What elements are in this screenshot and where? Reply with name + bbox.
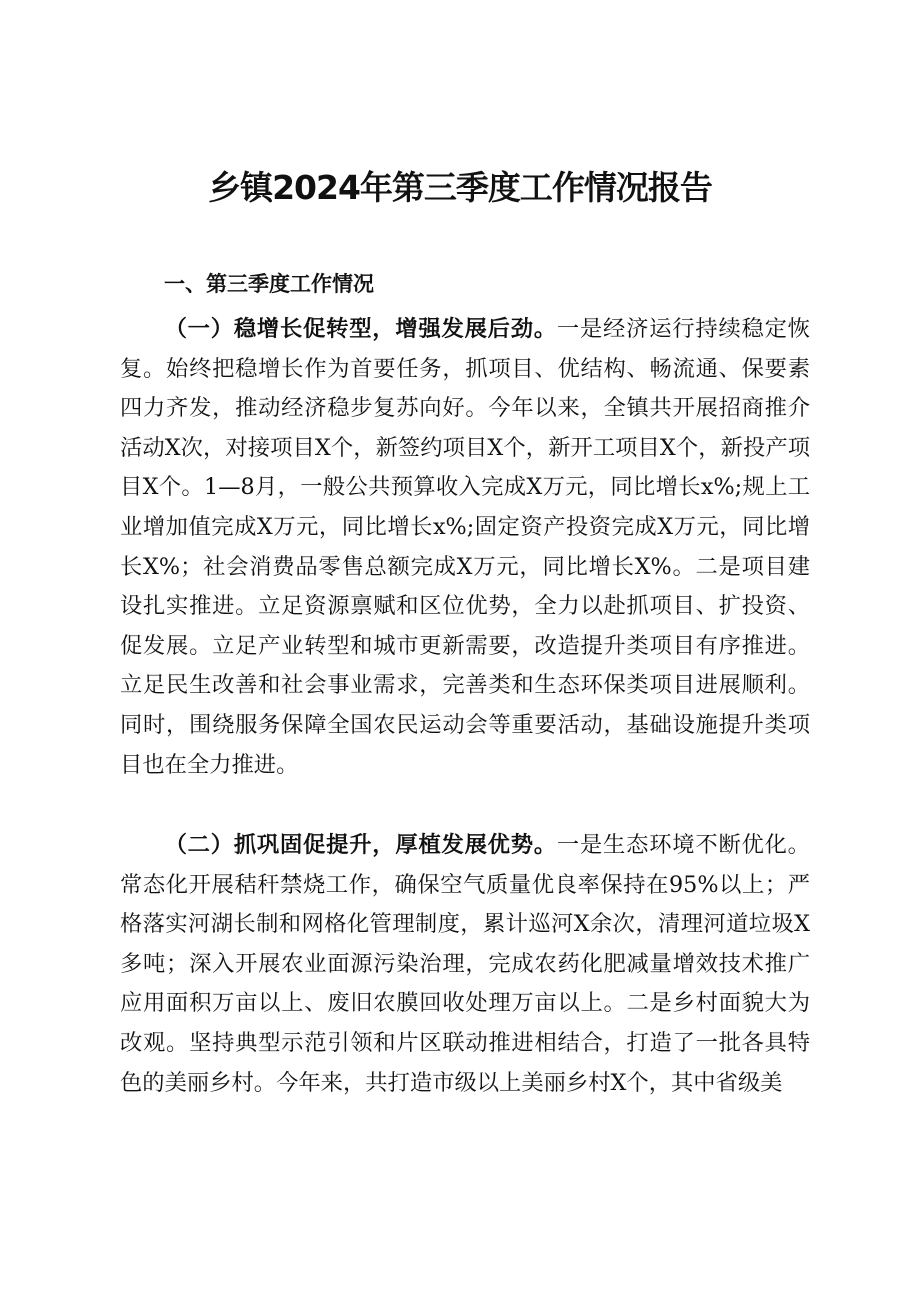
paragraph xyxy=(120,826,810,1103)
document-title: 乡镇2024年第三季度工作情况报告 xyxy=(208,168,712,207)
paragraph-lead-heading: （一）稳增长促转型，增强发展后劲。 xyxy=(164,316,557,342)
section-heading: 一、第三季度工作情况 xyxy=(164,272,374,296)
paragraph xyxy=(120,310,810,785)
paragraph-body: 一是生态环境不断优化。常态化开展秸秆禁烧工作，确保空气质量优良率保持在95%以上；严格落实河湖长制和网格化管理制度，累计巡河X余次，清理河道垃圾X多吨；深入开展农业面源污染治理，完成农药化肥减量增效技术推广应用面积万亩以上、废旧农膜回收处理万亩以上。二是乡村面貌大为改观。坚持典型示范引领和片区联动推进相结合，打造了一批各具特色的美丽乡村。今年来，共打造市级以上美丽乡村X个，其中省级美 xyxy=(120,832,810,1096)
paragraph-lead-heading: （二）抓巩固促提升，厚植发展优势。 xyxy=(164,832,557,858)
paragraph-body: 一是经济运行持续稳定恢复。始终把稳增长作为首要任务，抓项目、优结构、畅流通、保要素四力齐发，推动经济稳步复苏向好。今年以来，全镇共开展招商推介活动X次，对接项目X个，新签约项目X个，新开工项目X个，新投产项目X个。1—8月，一般公共预算收入完成X万元，同比增长x%;规上工业增加值完成X万元，同比增长x%;固定资产投资完成X万元，同比增长X%；社会消费品零售总额完成X万元，同比增长X%。二是项目建设扎实推进。立足资源禀赋和区位优势，全力以赴抓项目、扩投资、促发展。立足产业转型和城市更新需要，改造提升类项目有序推进。立足民生改善和社会事业需求，完善类和生态环保类项目进展顺利。同时，围绕服务保障全国农民运动会等重要活动，基础设施提升类项目也在全力推进。 xyxy=(120,316,810,778)
